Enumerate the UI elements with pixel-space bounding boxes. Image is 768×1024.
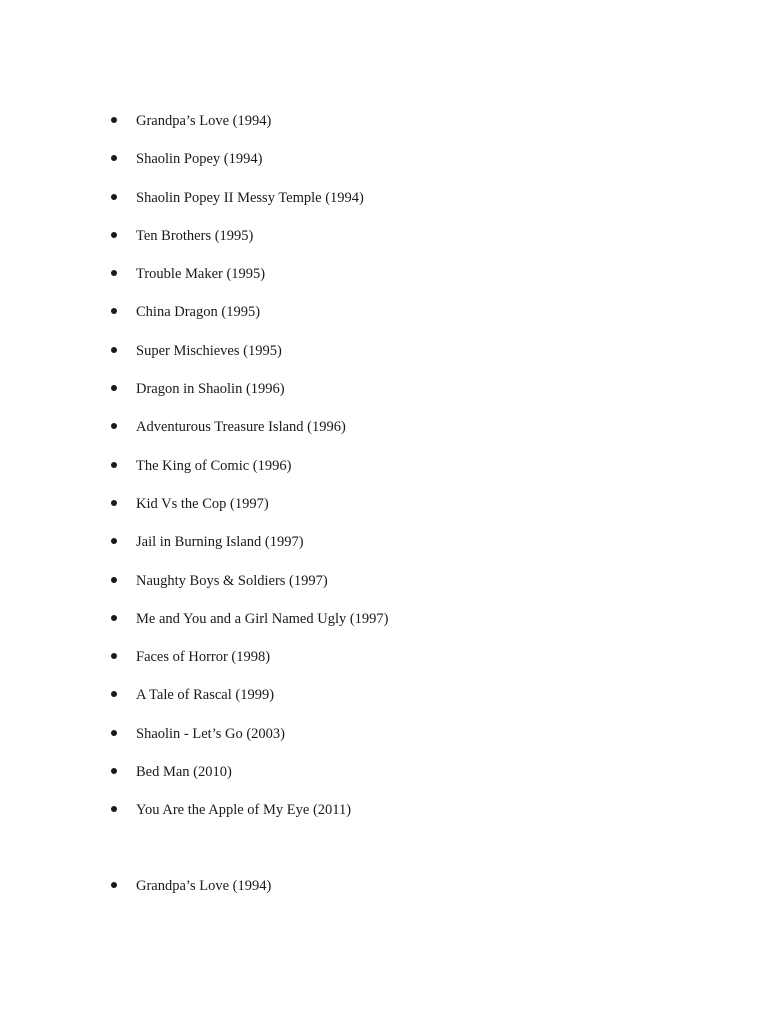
- list-item: [0, 682, 768, 720]
- filmography-list-continued: [0, 873, 768, 911]
- list-item: [0, 529, 768, 567]
- list-item: [0, 644, 768, 682]
- bullet-icon: [111, 730, 117, 736]
- bullet-icon: [111, 882, 117, 888]
- list-item-label: Dragon in Shaolin (1996): [136, 381, 285, 398]
- bullet-icon: [111, 232, 117, 238]
- list-item-label: You Are the Apple of My Eye (2011): [136, 802, 352, 819]
- list-item-label: Shaolin - Let’s Go (2003): [136, 725, 286, 742]
- list-item-label: Faces of Horror (1998): [136, 649, 271, 666]
- list-item-label: Grandpa’s Love (1994): [136, 878, 272, 894]
- list-item-label: Adventurous Treasure Island (1996): [136, 419, 346, 436]
- list-item: [0, 721, 768, 759]
- list-item-label: China Dragon (1995): [136, 304, 261, 321]
- list-item-label: The King of Comic (1996): [136, 457, 292, 474]
- bullet-icon: [111, 768, 117, 774]
- bullet-icon: [111, 385, 117, 391]
- list-item-label: Me and You and a Girl Named Ugly (1997): [136, 610, 389, 627]
- list-item: [0, 873, 768, 911]
- list-item: [0, 146, 768, 184]
- list-item-label: Naughty Boys & Soldiers (1997): [136, 572, 328, 589]
- list-item-label: Jail in Burning Island (1997): [136, 534, 304, 551]
- list-item: [0, 414, 768, 452]
- bullet-icon: [111, 347, 117, 353]
- list-item: [0, 797, 768, 835]
- bullet-icon: [111, 806, 117, 812]
- list-item: [0, 299, 768, 337]
- list-item: [0, 568, 768, 606]
- bullet-icon: [111, 270, 117, 276]
- list-item-label: Shaolin Popey (1994): [136, 151, 263, 168]
- list-item: [0, 185, 768, 223]
- bullet-icon: [111, 615, 117, 621]
- list-item-label: Kid Vs the Cop (1997): [136, 495, 269, 512]
- list-item: [0, 261, 768, 299]
- list-item-label: Bed Man (2010): [136, 764, 232, 781]
- bullet-icon: [111, 500, 117, 506]
- bullet-icon: [111, 462, 117, 468]
- bullet-icon: [111, 653, 117, 659]
- list-item: [0, 606, 768, 644]
- list-item-label: Grandpa’s Love (1994): [136, 113, 272, 129]
- list-item-label: Shaolin Popey II Messy Temple (1994): [136, 189, 364, 206]
- bullet-icon: [111, 117, 117, 123]
- list-item: [0, 491, 768, 529]
- list-item: [0, 376, 768, 414]
- list-item-label: Super Mischieves (1995): [136, 342, 282, 359]
- bullet-icon: [111, 691, 117, 697]
- bullet-icon: [111, 194, 117, 200]
- list-item: [0, 453, 768, 491]
- list-item-label: Ten Brothers (1995): [136, 227, 254, 244]
- list-item: [0, 759, 768, 797]
- list-item: [0, 338, 768, 376]
- bullet-icon: [111, 577, 117, 583]
- filmography-list: [0, 108, 768, 836]
- bullet-icon: [111, 423, 117, 429]
- list-item-label: A Tale of Rascal (1999): [136, 687, 275, 704]
- list-item: [0, 108, 768, 146]
- bullet-icon: [111, 308, 117, 314]
- list-item: [0, 223, 768, 261]
- bullet-icon: [111, 538, 117, 544]
- bullet-icon: [111, 155, 117, 161]
- list-item-label: Trouble Maker (1995): [136, 266, 266, 283]
